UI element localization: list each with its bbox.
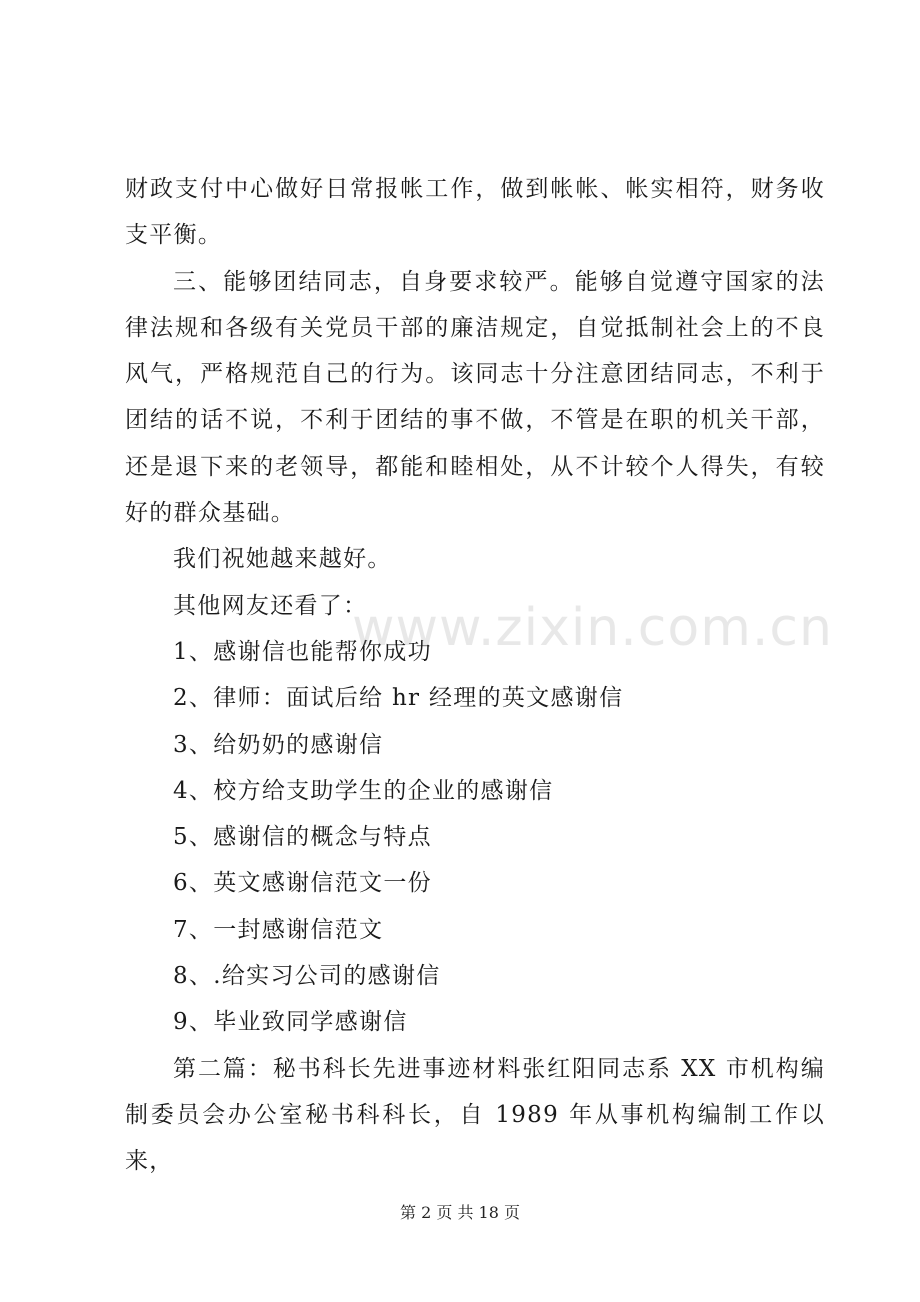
paragraph-wish: 我们祝她越来越好。 xyxy=(173,546,392,573)
related-item-7[interactable]: 7、一封感谢信范文 xyxy=(173,916,384,943)
related-item-3[interactable]: 3、给奶奶的感谢信 xyxy=(173,731,384,758)
related-item-4[interactable]: 4、校方给支助学生的企业的感谢信 xyxy=(173,777,554,804)
related-item-6[interactable]: 6、英文感谢信范文一份 xyxy=(173,870,432,897)
related-item-9[interactable]: 9、毕业致同学感谢信 xyxy=(173,1009,408,1036)
document-body xyxy=(125,166,825,1185)
related-item-5[interactable]: 5、感谢信的概念与特点 xyxy=(173,824,432,851)
related-item-8[interactable]: 8、.给实习公司的感谢信 xyxy=(173,963,441,990)
paragraph-unity: 三、能够团结同志，自身要求较严。能够自觉遵守国家的法律法规和各级有关党员干部的廉洁规定，自觉抵制社会上的不良风气，严格规范自己的行为。该同志十分注意团结同志，不利于团结的话不说，不利于团结的事不做，不管是在职的机关干部，还是退下来的老领导，都能和睦相处，从不计较个人得失，有较好的群众基础。 xyxy=(125,268,825,527)
related-item-1[interactable]: 1、感谢信也能帮你成功 xyxy=(173,638,432,665)
paragraph-continuation: 财政支付中心做好日常报帐工作，做到帐帐、帐实相符，财务收支平衡。 xyxy=(125,176,825,249)
watermark: www.zixin.com.cn xyxy=(352,598,833,658)
related-heading: 其他网友还看了： xyxy=(173,592,368,619)
page-number-footer: 第 2 页 共 18 页 xyxy=(400,1203,520,1222)
related-item-2[interactable]: 2、律师：面试后给 hr 经理的英文感谢信 xyxy=(173,685,624,712)
paragraph-second-article: 第二篇：秘书科长先进事迹材料张红阳同志系 XX 市机构编制委员会办公室秘书科科长，自 1989 年从事机构编制工作以来， xyxy=(125,1055,825,1175)
